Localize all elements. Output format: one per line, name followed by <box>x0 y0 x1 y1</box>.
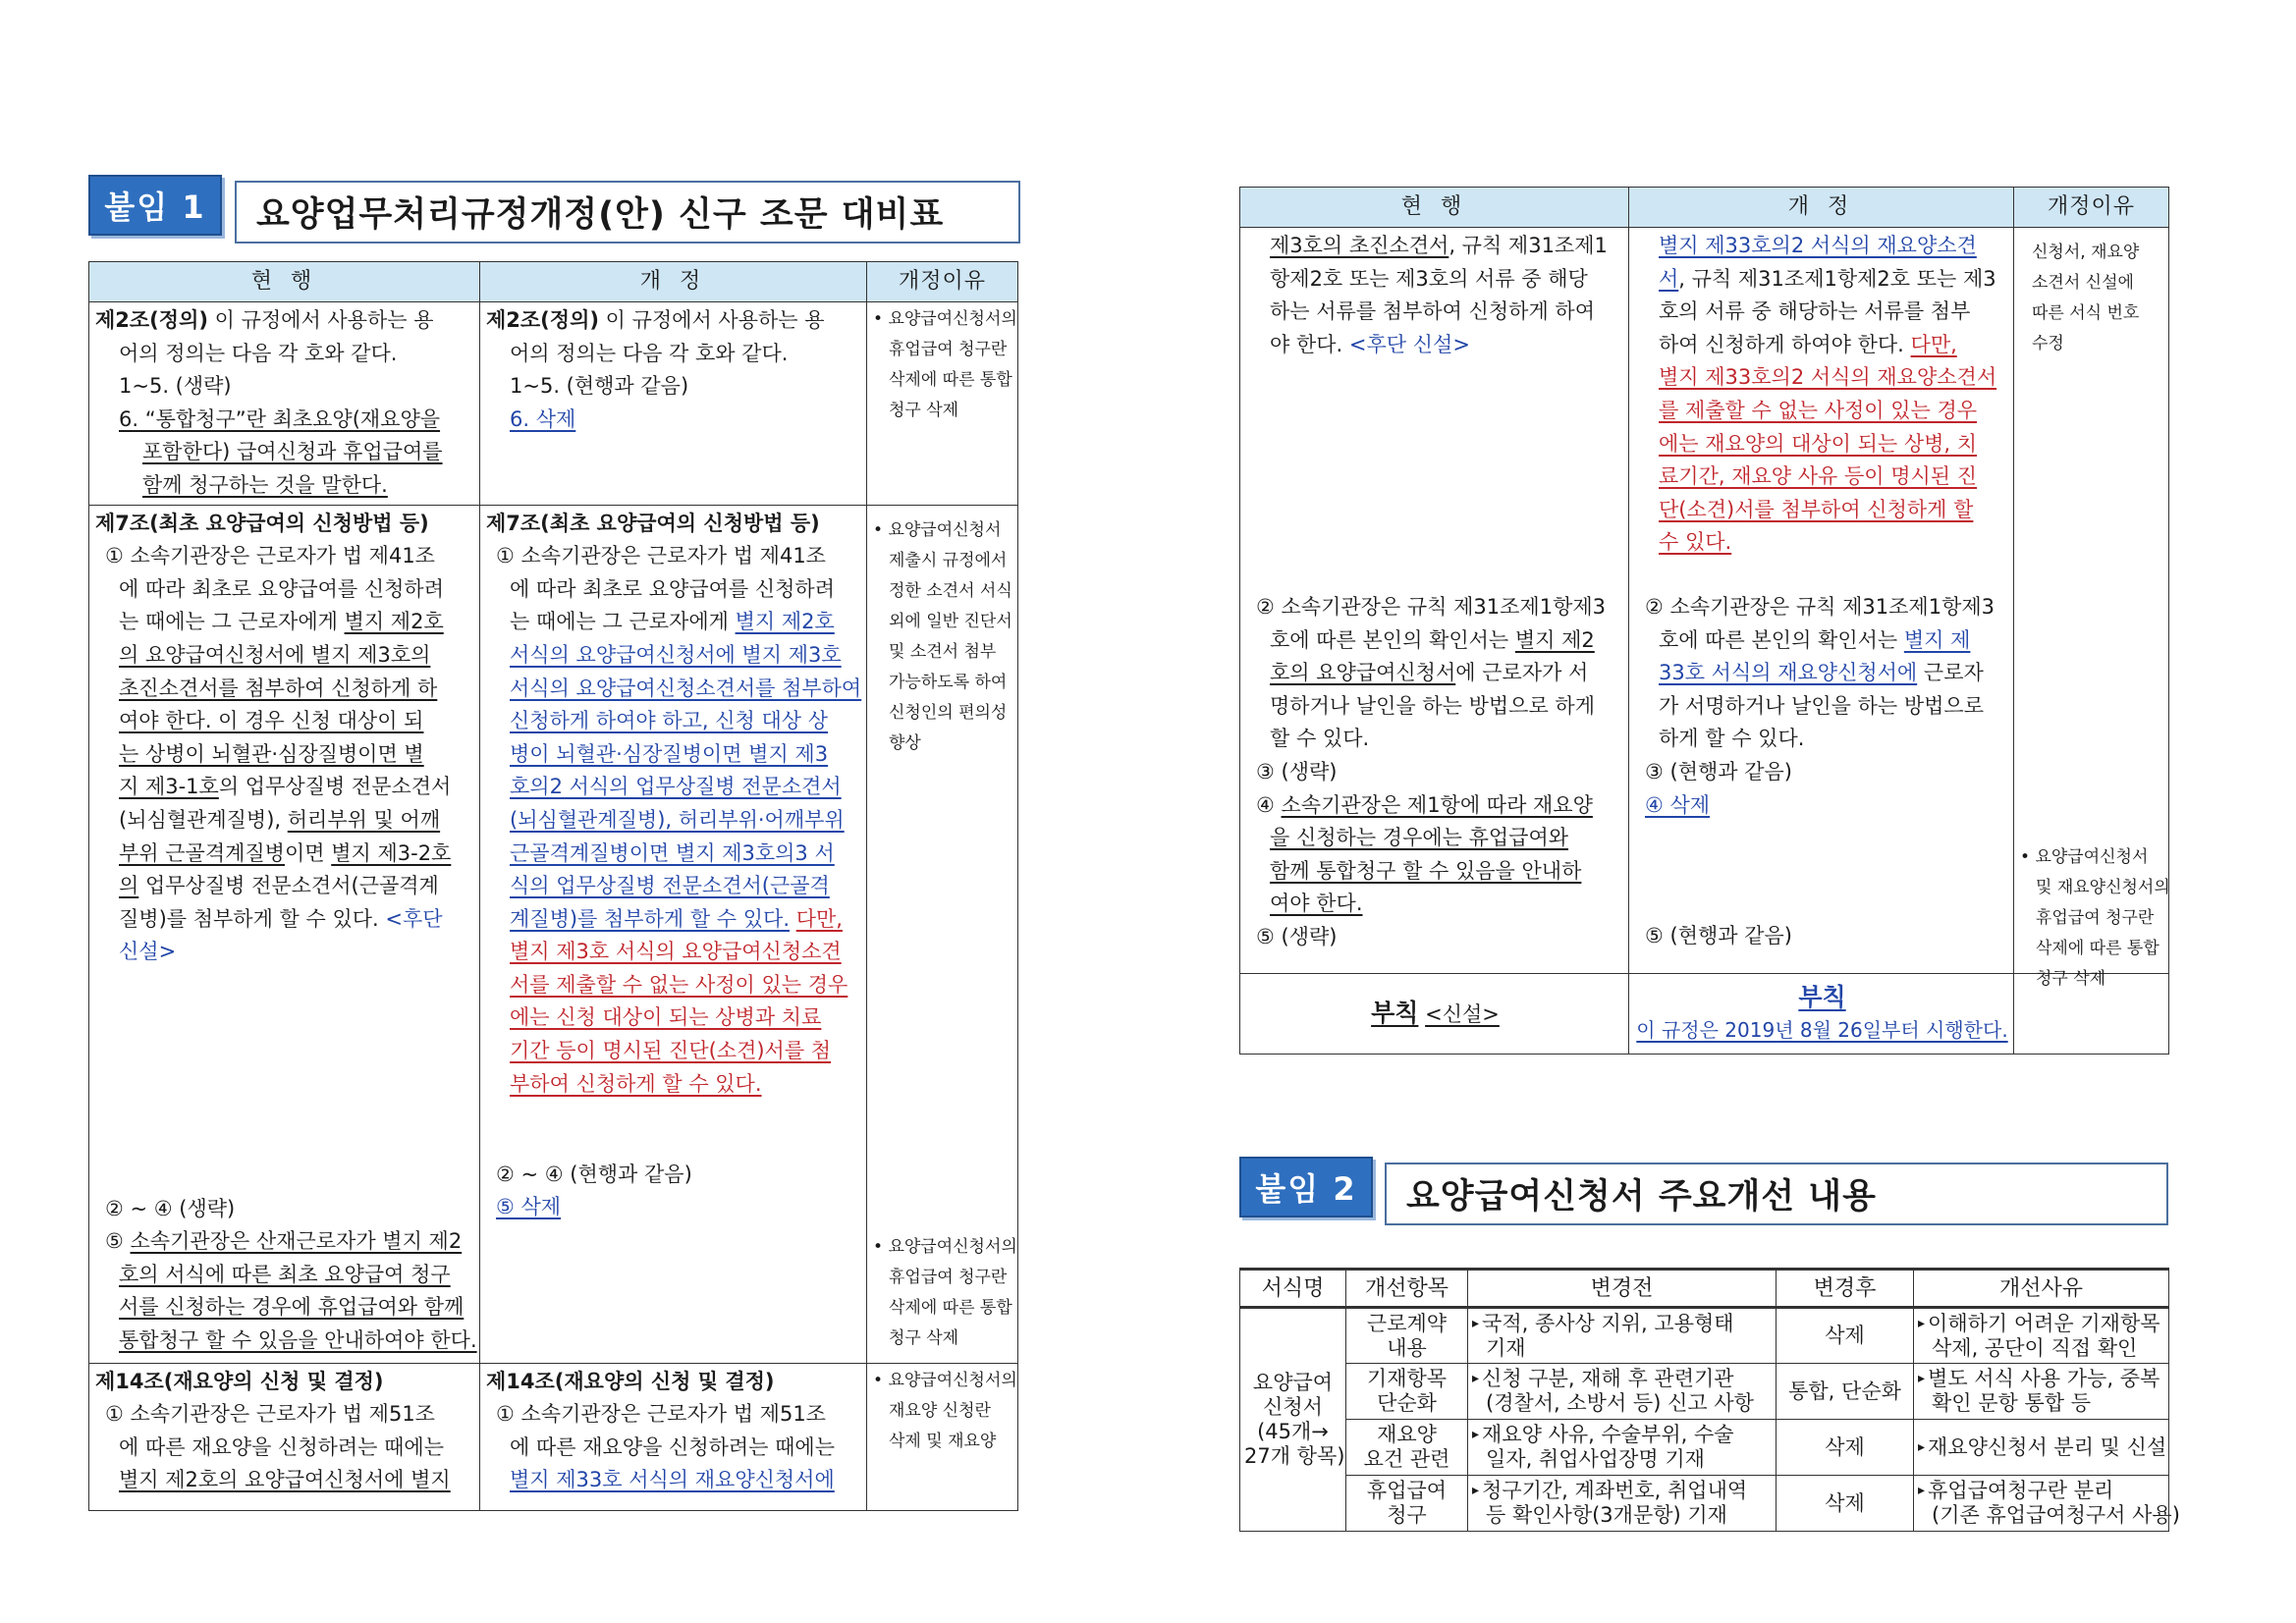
after-cell: 삭제 <box>1777 1308 1914 1364</box>
before-cell: ▸ 국적, 종사상 지위, 고용형태 기재 <box>1468 1308 1777 1364</box>
current-article-14-cont: 제3호의 초진소견서, 규칙 제31조제1 항제2호 또는 제3호의 서류 중 해당 하는 서류를 첨부하여 신청하게 하여 야 한다. <후단 신설> ② 소속기관장은 규칙 제31조제1항제3 호에 따른 본인의 확인서는 별지 제2 호의 요양급여신청서에 근로자가 서 명하거나 날인을 하는 방법으로 하게 할 수 있다. ③ (생략) ④ 소속기관장은 제1항에 따라 재요양 을 신청하는 경우에는 휴업급여와 함께 통합청구 할 수 있음을 안내하 여야 한다. ⑤ (생략) <box>1240 228 1629 974</box>
header-form-name: 서식명 <box>1240 1270 1346 1308</box>
current-article-7: 제7조(최초 요양급여의 신청방법 등) ① 소속기관장은 근로자가 법 제41조 에 따라 최초로 요양급여를 신청하려 는 때에는 그 근로자에게 별지 제2호 의 요양급여신청서에 별지 제3호의 초진소견서를 첨부하여 신청하게 하 여야 한다. 이 경우 신청 대상이 되 는 상병이 뇌혈관·심장질병이면 별 지 제3-1호의 업무상질병 전문소견서 (뇌심혈관계질병), 허리부위 및 어깨 부위 근골격계질병이면 별지 제3-2호 의 업무상질병 전문소견서(근골격계 질병)를 첨부하게 할 수 있다. <후단 신설> ② ~ ④ (생략) ⑤ 소속기관장은 산재근로자가 별지 제2 호의 서식에 따른 최초 요양급여 청구 서를 신청하는 경우에 휴업급여와 함께 통합청구 할 수 있음을 안내하여야 한다. <box>89 505 480 1363</box>
revised-article-14: 제14조(재요양의 신청 및 결정) ① 소속기관장은 근로자가 법 제51조 에 따른 재요양을 신청하려는 때에는 별지 제33호 서식의 재요양신청서에 <box>480 1363 867 1510</box>
reason-cell: ▸ 별도 서식 사용 가능, 중복 확인 문항 통합 등 <box>1914 1364 2169 1420</box>
table-header-row <box>1240 1270 2169 1308</box>
after-cell: 통합, 단순화 <box>1777 1364 1914 1420</box>
revised-article-14-cont: 별지 제33호의2 서식의 재요양소견 서, 규칙 제31조제1항제2호 또는 제3 호의 서류 중 해당하는 서류를 첨부 하여 신청하게 하여야 한다. 다만, 별지 제33호의2 서식의 재요양소견서 를 제출할 수 없는 사정이 있는 경우 에는 재요양의 대상이 되는 상병, 치 료기간, 재요양 사유 등이 명시된 진 단(소견)서를 첨부하여 신청하게 할 수 있다. ② 소속기관장은 규칙 제31조제1항제3 호에 따른 본인의 확인서는 별지 제 33호 서식의 재요양신청서에 근로자 가 서명하거나 날인을 하는 방법으로 하게 할 수 있다. ③ (현행과 같음) ④ 삭제 ⑤ (현행과 같음) <box>1629 228 2014 974</box>
form-name-cell: 요양급여 신청서 (45개→ 27개 항목) <box>1240 1308 1346 1532</box>
before-cell: ▸ 신청 구분, 재해 후 관련기관 (경찰서, 소방서 등) 신고 사항 <box>1468 1364 1777 1420</box>
before-cell: ▸ 재요양 사유, 수술부위, 수술 일자, 취업사업장명 기재 <box>1468 1420 1777 1476</box>
table-row <box>89 505 1018 1363</box>
after-cell: 삭제 <box>1777 1420 1914 1476</box>
table-row <box>1240 1476 2169 1532</box>
header-current: 현 행 <box>89 262 480 302</box>
revised-addendum: 부칙 이 규정은 2019년 8월 26일부터 시행한다. <box>1629 974 2014 1055</box>
reason-article-14-cont: 신청서, 재요양 소견서 신설에 따른 서식 번호 수정 • 요양급여신청서 및 재요양신청서의 휴업급여 청구란 삭제에 따른 통합 청구 삭제 <box>2014 228 2169 974</box>
header-reason: 개선사유 <box>1914 1270 2169 1308</box>
revised-article-7: 제7조(최초 요양급여의 신청방법 등) ① 소속기관장은 근로자가 법 제41조 에 따라 최초로 요양급여를 신청하려 는 때에는 그 근로자에게 별지 제2호 서식의 요양급여신청서에 별지 제3호 서식의 요양급여신청소견서를 첨부하여 신청하게 하여야 하고, 신청 대상 상 병이 뇌혈관·심장질병이면 별지 제3 호의2 서식의 업무상질병 전문소견서 (뇌심혈관계질병), 허리부위·어깨부위 근골격계질병이면 별지 제3호의3 서 식의 업무상질병 전문소견서(근골격 계질병)를 첨부하게 할 수 있다. 다만, 별지 제3호 서식의 요양급여신청소견 서를 제출할 수 없는 사정이 있는 경우 에는 신청 대상이 되는 상병과 치료 기간 등이 명시된 진단(소견)서를 첨 부하여 신청하게 할 수 있다. ② ~ ④ (현행과 같음) ⑤ 삭제 <box>480 505 867 1363</box>
item-cell: 기재항목 단순화 <box>1346 1364 1468 1420</box>
header-item: 개선항목 <box>1346 1270 1468 1308</box>
reason-article-2: • 요양급여신청서의 휴업급여 청구란 삭제에 따른 통합 청구 삭제 <box>867 302 1018 506</box>
item-cell: 재요양 요건 관련 <box>1346 1420 1468 1476</box>
before-cell: ▸ 청구기간, 계좌번호, 취업내역 등 확인사항(3개문항) 기재 <box>1468 1476 1777 1532</box>
header-after: 변경후 <box>1777 1270 1914 1308</box>
page-title-left: 요양업무처리규정개정(안) 신구 조문 대비표 <box>235 181 1020 243</box>
after-cell: 삭제 <box>1777 1476 1914 1532</box>
header-revised: 개 정 <box>1629 188 2014 228</box>
table-header-row <box>1240 188 2169 228</box>
table-row <box>1240 1364 2169 1420</box>
table-header-row <box>89 262 1018 302</box>
reason-article-7: • 요양급여신청서 제출시 규정에서 정한 소견서 서식 외에 일반 진단서 및 소견서 첨부 가능하도록 하여 신청인의 편의성 향상 • 요양급여신청서의 휴업급여 청구란 삭제에 따른 통합 청구 삭제 <box>867 505 1018 1363</box>
reason-article-14: • 요양급여신청서의 재요양 신청란 삭제 및 재요양 <box>867 1363 1018 1510</box>
item-cell: 휴업급여 청구 <box>1346 1476 1468 1532</box>
header-reason: 개정이유 <box>867 262 1018 302</box>
header-current: 현 행 <box>1240 188 1629 228</box>
reason-cell: ▸ 이해하기 어려운 기재항목 삭제, 공단이 직접 확인 <box>1914 1308 2169 1364</box>
page-title-right: 요양급여신청서 주요개선 내용 <box>1385 1163 2168 1225</box>
current-article-2: 제2조(정의) 이 규정에서 사용하는 용 어의 정의는 다음 각 호와 같다. 1~5. (생략) 6. “통합청구”란 최초요양(재요양을 포함한다) 급여신청과 휴업급여를 함께 청구하는 것을 말한다. <box>89 302 480 506</box>
reason-cell: ▸ 재요양신청서 분리 및 신설 <box>1914 1420 2169 1476</box>
current-addendum: 부칙 <신설> <box>1240 974 1629 1055</box>
item-cell: 근로계약 내용 <box>1346 1308 1468 1364</box>
header-reason: 개정이유 <box>2014 188 2169 228</box>
header-before: 변경전 <box>1468 1270 1777 1308</box>
reason-cell: ▸ 휴업급여청구란 분리 (기존 휴업급여청구서 사용) <box>1914 1476 2169 1532</box>
table-row <box>1240 1308 2169 1364</box>
comparison-table-left <box>88 261 1018 1511</box>
improvement-table <box>1239 1268 2180 1532</box>
table-row <box>1240 1420 2169 1476</box>
current-article-14: 제14조(재요양의 신청 및 결정) ① 소속기관장은 근로자가 법 제51조 에 따른 재요양을 신청하려는 때에는 별지 제2호의 요양급여신청서에 별지 <box>89 1363 480 1510</box>
table-row <box>89 302 1018 506</box>
table-row <box>89 1363 1018 1510</box>
comparison-table-right <box>1239 187 2169 1055</box>
revised-article-2: 제2조(정의) 이 규정에서 사용하는 용 어의 정의는 다음 각 호와 같다. 1~5. (현행과 같음) 6. 삭제 <box>480 302 867 506</box>
attachment-badge-2: 붙임 2 <box>1239 1157 1373 1217</box>
header-revised: 개 정 <box>480 262 867 302</box>
table-row <box>1240 228 2169 974</box>
attachment-badge-1: 붙임 1 <box>88 175 222 236</box>
